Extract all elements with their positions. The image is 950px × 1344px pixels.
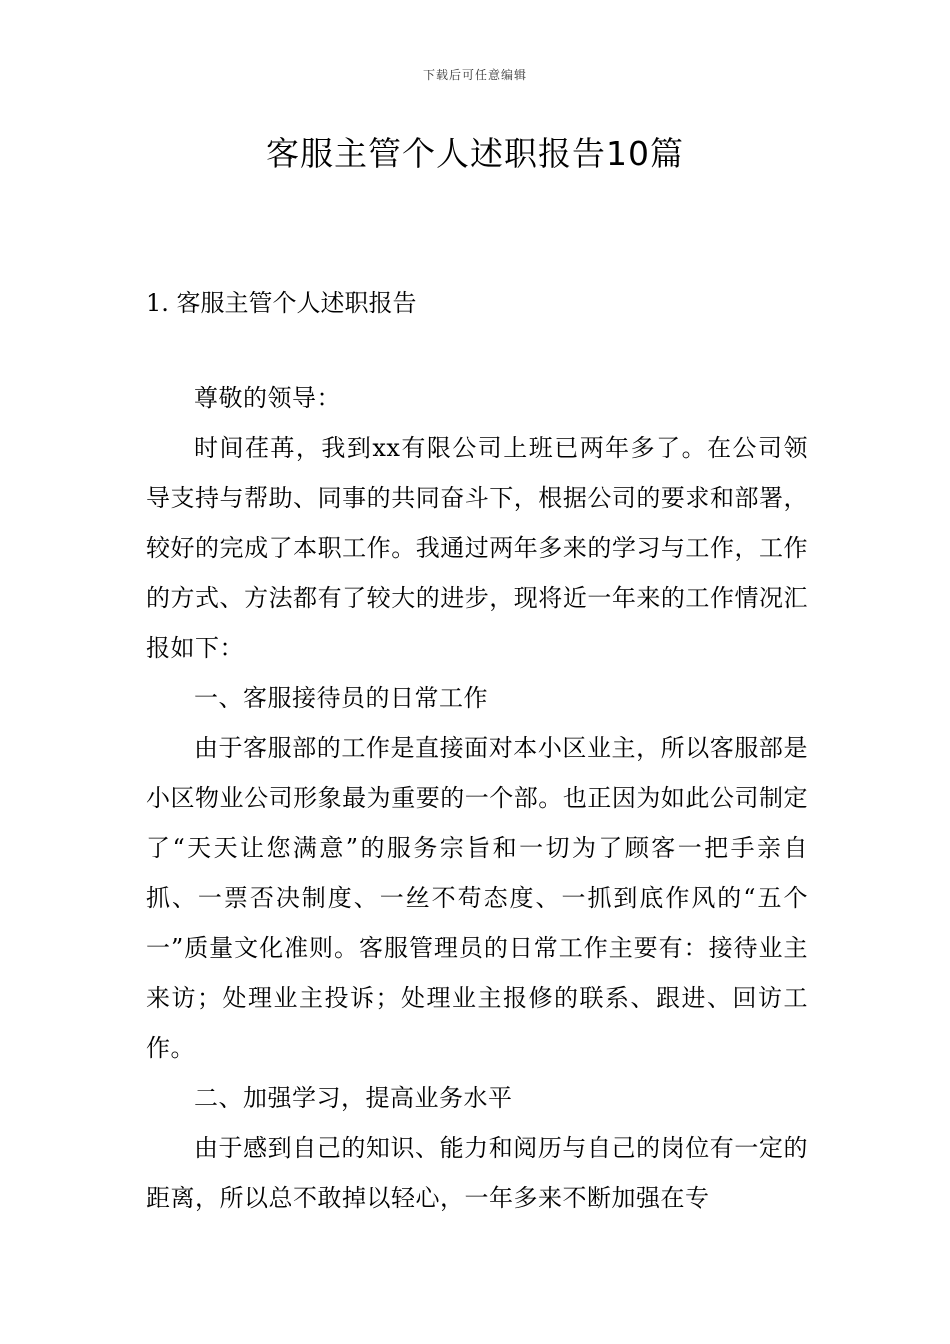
subheading-study: 二、加强学习，提高业务水平 — [194, 1084, 513, 1112]
paragraph-intro: 时间荏苒，我到xx有限公司上班已两年多了。在公司领导支持与帮助、同事的共同奋斗下，根据公司的要求和部署，较好的完成了本职工作。我通过两年多来的学习与工作，工作的方式、方法都有了较大的进步，现将近一年来的工作情况汇报如下： — [146, 434, 808, 662]
document-title: 客服主管个人述职报告10篇 — [266, 134, 684, 173]
section-heading: 1. 客服主管个人述职报告 — [146, 289, 417, 317]
salutation: 尊敬的领导： — [194, 384, 341, 412]
paragraph-study: 由于感到自己的知识、能力和阅历与自己的岗位有一定的距离，所以总不敢掉以轻心，一年多来不断加强在专 — [146, 1134, 808, 1212]
document-body — [146, 373, 808, 1223]
paragraph-daily-work: 由于客服部的工作是直接面对本小区业主，所以客服部是小区物业公司形象最为重要的一个部。也正因为如此公司制定了“天天让您满意”的服务宗旨和一切为了顾客一把手亲自抓、一票否决制度、一丝不苟态度、一抓到底作风的“五个一”质量文化准则。客服管理员的日常工作主要有：接待业主来访；处理业主投诉；处理业主报修的联系、跟进、回访工作。 — [146, 734, 808, 1062]
header-note: 下载后可任意编辑 — [422, 68, 527, 82]
subheading-daily-work: 一、客服接待员的日常工作 — [194, 684, 488, 712]
